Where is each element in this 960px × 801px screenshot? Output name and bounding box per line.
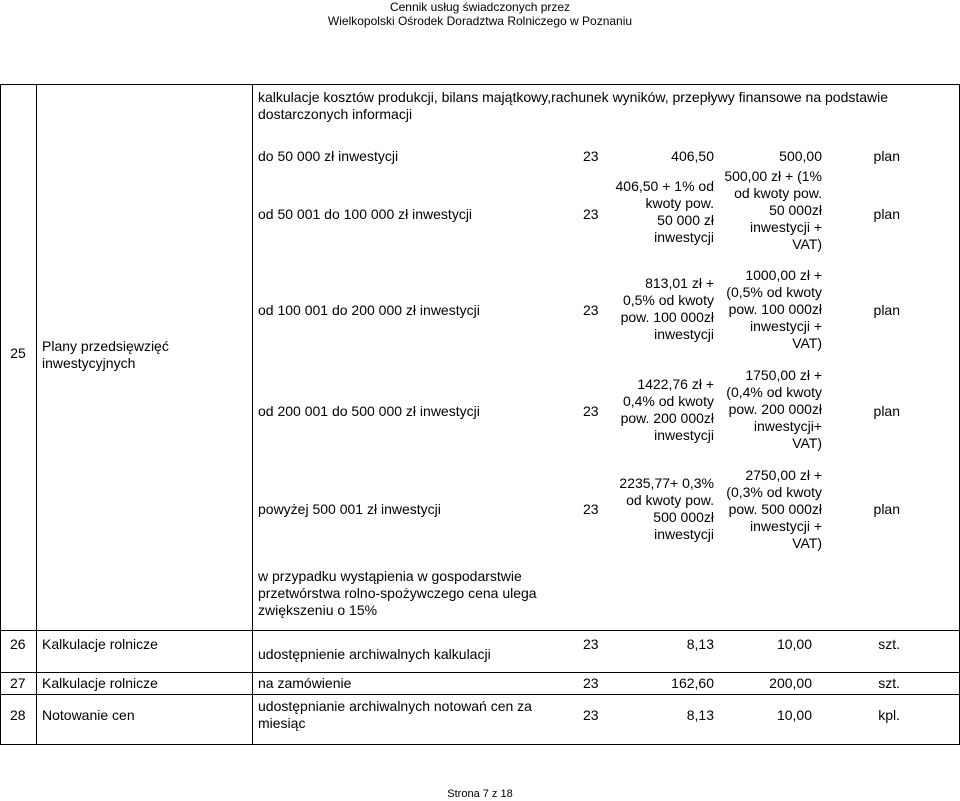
vat-rate: 23 xyxy=(583,707,599,723)
document-header xyxy=(0,0,960,28)
description-line-2: miesiąc xyxy=(258,715,306,731)
vat-rate: 23 xyxy=(583,501,599,517)
net-price-line: inwestycji xyxy=(654,229,714,245)
description-line-2: dostarczonych informacji xyxy=(258,106,413,122)
gross-price-line: VAT) xyxy=(792,236,822,252)
description: udostępnienie archiwalnych kalkulacji xyxy=(258,646,491,662)
unit: plan xyxy=(873,403,900,419)
gross-price-line: VAT) xyxy=(792,435,822,451)
net-price-line: 406,50 + 1% od xyxy=(615,178,714,194)
gross-price-line: od kwoty pow. xyxy=(734,185,822,201)
vat-rate: 23 xyxy=(583,302,599,318)
row-number: 28 xyxy=(10,707,26,723)
net-price-line: 813,01 zł + xyxy=(645,275,714,291)
net-price: 8,13 xyxy=(686,707,714,723)
net-price: 406,50 xyxy=(671,148,714,164)
row-number: 27 xyxy=(10,675,26,691)
gross-price-line: pow. 200 000zł xyxy=(728,401,822,417)
net-price-line: inwestycji xyxy=(654,526,714,542)
net-price: 162,60 xyxy=(671,675,714,691)
vat-rate: 23 xyxy=(583,636,599,652)
net-price-line: 0,4% od kwoty xyxy=(622,393,714,409)
gross-price-line: pow. 100 000zł xyxy=(728,301,822,317)
tier-label: powyżej 500 001 zł inwestycji xyxy=(258,501,441,517)
service-name: Kalkulacje rolnicze xyxy=(42,636,158,652)
gross-price-line: 1750,00 zł + xyxy=(745,367,822,383)
gross-price-line: inwestycji + xyxy=(750,318,822,334)
page-number: Strona 7 z 18 xyxy=(447,788,513,800)
unit: szt. xyxy=(878,636,900,652)
description-line-1: kalkulacje kosztów produkcji, bilans majątkowy,rachunek wyników, przepływy finansowe na podstawie xyxy=(258,89,889,105)
gross-price-line: (0,3% od kwoty xyxy=(726,484,822,500)
tier-label: od 100 001 do 200 000 zł inwestycji xyxy=(258,302,480,318)
tier-label: do 50 000 zł inwestycji xyxy=(258,148,399,164)
service-name-line-2: inwestycyjnych xyxy=(42,355,136,371)
gross-price-line: inwestycji + xyxy=(750,518,822,534)
tier-label: od 50 001 do 100 000 zł inwestycji xyxy=(258,206,473,222)
vat-rate: 23 xyxy=(583,148,599,164)
surcharge-note-line-2: przetwórstwa rolno-spożywczego cena ulega xyxy=(258,585,537,601)
service-name: Kalkulacje rolnicze xyxy=(42,675,158,691)
header-line-1: Cennik usług świadczonych przez xyxy=(389,0,571,14)
unit: plan xyxy=(873,501,900,517)
gross-price: 10,00 xyxy=(776,636,812,652)
row-number: 25 xyxy=(10,345,26,361)
description: na zamówienie xyxy=(258,675,352,691)
gross-price-line: VAT) xyxy=(792,535,822,551)
description-line-1: udostępnianie archiwalnych notowań cen za xyxy=(258,698,532,714)
tier-label: od 200 001 do 500 000 zł inwestycji xyxy=(258,403,480,419)
net-price-line: 1422,76 zł + xyxy=(637,376,714,392)
unit: plan xyxy=(873,148,900,164)
gross-price-line: inwestycji+ xyxy=(753,418,822,434)
net-price-line: od kwoty pow. xyxy=(626,492,714,508)
gross-price-line: 1000,00 zł + xyxy=(745,267,822,283)
gross-price-line: (0,4% od kwoty xyxy=(726,384,822,400)
net-price-line: 0,5% od kwoty xyxy=(622,292,714,308)
vat-rate: 23 xyxy=(583,206,599,222)
unit: szt. xyxy=(878,675,900,691)
service-name: Notowanie cen xyxy=(42,707,135,723)
unit: plan xyxy=(873,302,900,318)
unit: kpl. xyxy=(878,707,900,723)
net-price: 8,13 xyxy=(686,636,714,652)
vat-rate: 23 xyxy=(583,675,599,691)
gross-price-line: 50 000zł xyxy=(769,202,822,218)
header-line-2: Wielkopolski Ośrodek Doradztwa Rolniczego w Poznaniu xyxy=(327,14,633,28)
vat-rate: 23 xyxy=(583,403,599,419)
gross-price: 500,00 xyxy=(779,148,822,164)
gross-price-line: pow. 500 000zł xyxy=(728,501,822,517)
service-name-line-1: Plany przedsięwzięć xyxy=(42,338,169,354)
gross-price: 10,00 xyxy=(776,707,812,723)
net-price-line: kwoty pow. xyxy=(645,195,714,211)
gross-price-line: 2750,00 zł + xyxy=(745,467,822,483)
gross-price-line: VAT) xyxy=(792,335,822,351)
gross-price-line: 500,00 zł + (1% xyxy=(724,168,822,184)
net-price-line: inwestycji xyxy=(654,326,714,342)
gross-price-line: inwestycji + xyxy=(750,219,822,235)
net-price-line: 50 000 zł xyxy=(657,212,714,228)
unit: plan xyxy=(873,206,900,222)
net-price-line: 2235,77+ 0,3% xyxy=(619,475,714,491)
surcharge-note-line-1: w przypadku wystąpienia w gospodarstwie xyxy=(258,568,522,584)
net-price-line: pow. 200 000zł xyxy=(620,410,714,426)
net-price-line: inwestycji xyxy=(654,427,714,443)
gross-price: 200,00 xyxy=(769,675,812,691)
net-price-line: 500 000zł xyxy=(653,509,714,525)
row-number: 26 xyxy=(10,636,26,652)
gross-price-line: (0,5% od kwoty xyxy=(726,284,822,300)
surcharge-note-line-3: zwiększeniu o 15% xyxy=(258,602,378,618)
net-price-line: pow. 100 000zł xyxy=(620,309,714,325)
